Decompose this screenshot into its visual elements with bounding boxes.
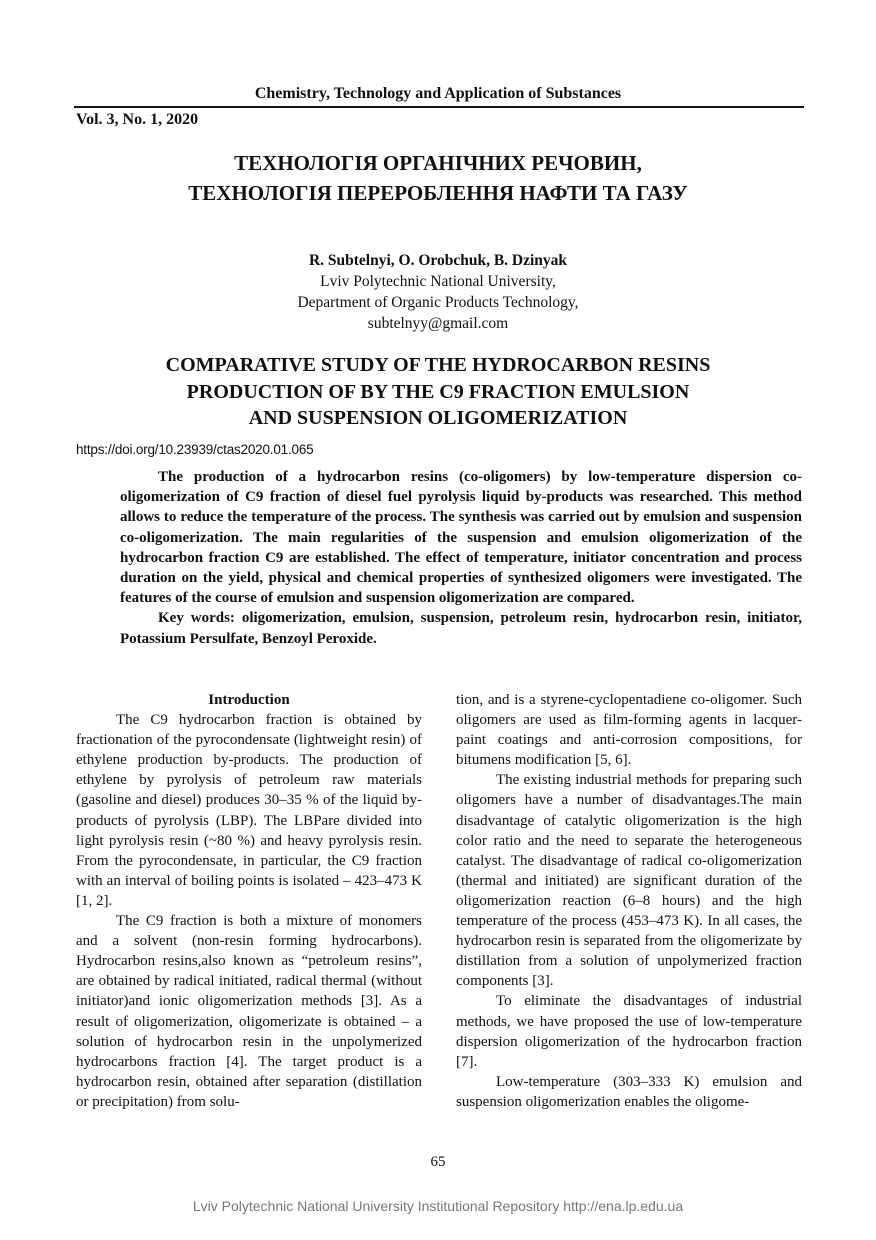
paragraph: The C9 fraction is both a mixture of monomers and a solvent (non-resin forming hydrocarbons). Hydrocarbon resins,also known as “petroleum resins”, are obtained by radical initiated, radical thermal (without initiator)and ionic oligomerization methods [3]. As a result of oligomerization, oligomerizate is obtained – a solution of hydrocarbon resin in the unpolymerized hydrocarbons fraction [4]. The target product is a hydrocarbon resin, obtained after separation (distillation or precipitation) from solu- xyxy=(76,913,422,1110)
abstract xyxy=(120,467,802,649)
affiliation-department: Department of Organic Products Technology, xyxy=(297,294,579,311)
paragraph: The existing industrial methods for preparing such oligomers have a number of disadvantages.The main disadvantage of catalytic oligomerization is the high color ratio and the need to separate the heterogeneous catalyst. The disadvantage of radical co-oligomerization (thermal and initiated) are significant duration of the oligomerization reaction (6–8 hours) and the high temperature of the process (453–473 K). In all cases, the hydrocarbon resin is separated from the oligomerizate by distillation from a solution of unpolymerized fraction components [3]. xyxy=(456,772,802,990)
section-title-line-2: ТЕХНОЛОГІЯ ПЕРЕРОБЛЕННЯ НАФТИ ТА ГАЗУ xyxy=(188,181,688,205)
section-title xyxy=(0,148,876,208)
paper-title xyxy=(0,352,876,432)
keywords: Key words: oligomerization, emulsion, suspension, petroleum resin, hydrocarbon resin, initiator, Potassium Persulfate, Benzoyl Peroxide. xyxy=(120,610,802,647)
journal-title: Chemistry, Technology and Application of Substances xyxy=(254,85,622,102)
author-email: subtelnyy@gmail.com xyxy=(367,315,509,332)
abstract-text: The production of a hydrocarbon resins (co-oligomers) by low-temperature dispersion co-oligomerization of C9 fraction of diesel fuel pyrolysis liquid by-products was researched. This method allows to reduce the temperature of the process. The synthesis was carried out by emulsion and suspension co-oligomerization. The main regularities of the suspension and emulsion oligomerization of the hydrocarbon fraction C9 are established. The effect of temperature, initiator concentration and process duration on the yield, physical and chemical properties of synthesized oligomers were investigated. The features of the course of emulsion and suspension oligomerization are compared. xyxy=(120,469,802,607)
page-number: 65 xyxy=(430,1154,446,1170)
author-names: R. Subtelnyi, O. Orobchuk, B. Dzinyak xyxy=(308,252,568,269)
repository-footer: Lviv Polytechnic National University Institutional Repository http://ena.lp.edu.ua xyxy=(192,1198,684,1214)
left-column xyxy=(76,690,422,1112)
introduction-heading: Introduction xyxy=(208,692,290,708)
author-block xyxy=(0,250,876,334)
paragraph: To eliminate the disadvantages of industrial methods, we have proposed the use of low-temperature dispersion oligomerization of the hydrocarbon fraction [7]. xyxy=(456,993,802,1070)
paper-title-line-1: COMPARATIVE STUDY OF THE HYDROCARBON RESINS xyxy=(165,354,711,376)
volume-issue: Vol. 3, No. 1, 2020 xyxy=(76,111,199,128)
paragraph: tion, and is a styrene-cyclopentadiene co-oligomer. Such oligomers are used as film-forming agents in lacquer-paint coatings and anti-corrosion compositions, for bitumens modification [5, 6]. xyxy=(456,692,802,769)
paragraph: Low-temperature (303–333 K) emulsion and suspension oligomerization enables the oligome- xyxy=(456,1073,802,1110)
paragraph: The C9 hydrocarbon fraction is obtained by fractionation of the pyrocondensate (lightweight resin) of ethylene production by-products. The production of ethylene by pyrolysis of petroleum raw materials (gasoline and diesel) produces 30–35 % of the liquid by-products of pyrolysis (LBP). The LBPare divided into light pyrolysis resin (~80 %) and heavy pyrolysis resin. From the pyrocondensate, in particular, the C9 fraction with an interval of boiling points is isolated – 423–473 K [1, 2]. xyxy=(76,712,422,909)
doi-link[interactable]: https://doi.org/10.23939/ctas2020.01.065 xyxy=(76,442,314,457)
section-title-line-1: ТЕХНОЛОГІЯ ОРГАНІЧНИХ РЕЧОВИН, xyxy=(234,151,642,175)
affiliation-university: Lviv Polytechnic National University, xyxy=(320,273,556,290)
right-column xyxy=(456,690,802,1112)
paper-title-line-3: AND SUSPENSION OLIGOMERIZATION xyxy=(248,407,628,429)
paper-title-line-2: PRODUCTION OF BY THE C9 FRACTION EMULSION xyxy=(186,380,690,403)
header-rule xyxy=(74,106,804,108)
